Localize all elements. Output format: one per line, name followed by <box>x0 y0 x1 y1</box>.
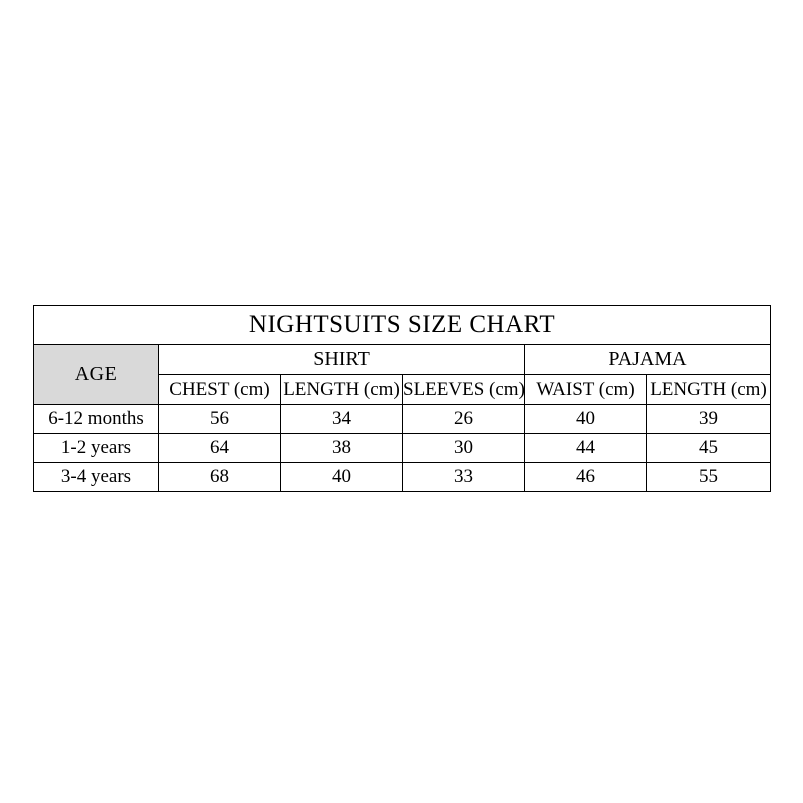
column-header-shirt-length: LENGTH (cm) <box>281 375 403 405</box>
chart-title: NIGHTSUITS SIZE CHART <box>34 306 771 345</box>
group-header-pajama: PAJAMA <box>525 345 771 375</box>
table-title-row <box>34 306 771 345</box>
row-label-age: 3-4 years <box>34 463 159 492</box>
table-row <box>34 405 771 434</box>
table-row <box>34 434 771 463</box>
cell-sleeves: 33 <box>403 463 525 492</box>
column-header-pajama-length: LENGTH (cm) <box>647 375 771 405</box>
cell-chest: 68 <box>159 463 281 492</box>
row-label-age: 6-12 months <box>34 405 159 434</box>
table-group-header-row <box>34 345 771 375</box>
cell-pajama-length: 45 <box>647 434 771 463</box>
row-label-age: 1-2 years <box>34 434 159 463</box>
cell-pajama-length: 55 <box>647 463 771 492</box>
cell-waist: 40 <box>525 405 647 434</box>
column-header-age: AGE <box>34 345 159 405</box>
cell-chest: 56 <box>159 405 281 434</box>
cell-chest: 64 <box>159 434 281 463</box>
cell-shirt-length: 38 <box>281 434 403 463</box>
size-chart-container <box>33 305 770 492</box>
cell-pajama-length: 39 <box>647 405 771 434</box>
column-header-sleeves: SLEEVES (cm) <box>403 375 525 405</box>
table-row <box>34 463 771 492</box>
cell-shirt-length: 34 <box>281 405 403 434</box>
column-header-waist: WAIST (cm) <box>525 375 647 405</box>
nightsuits-size-chart-table <box>33 305 771 492</box>
cell-waist: 44 <box>525 434 647 463</box>
cell-waist: 46 <box>525 463 647 492</box>
cell-shirt-length: 40 <box>281 463 403 492</box>
cell-sleeves: 30 <box>403 434 525 463</box>
cell-sleeves: 26 <box>403 405 525 434</box>
column-header-chest: CHEST (cm) <box>159 375 281 405</box>
group-header-shirt: SHIRT <box>159 345 525 375</box>
